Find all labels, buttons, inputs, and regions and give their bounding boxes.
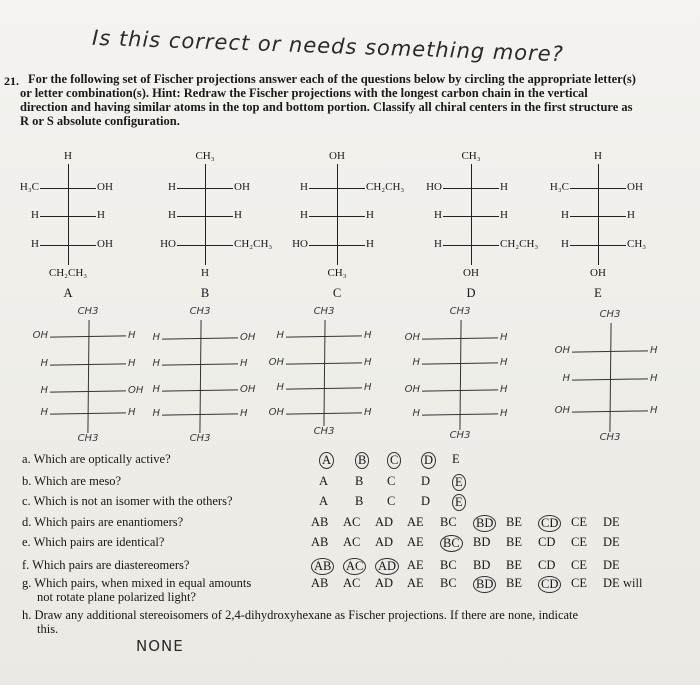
hand-left-group: OH (404, 332, 420, 343)
answer-option[interactable]: CD (538, 515, 561, 532)
top-group: CH₃ (195, 150, 215, 162)
bottom-group: H (201, 267, 209, 279)
left-group: H (31, 209, 39, 221)
right-group: CH₂CH₃ (500, 238, 539, 250)
hand-left-group: H (412, 357, 420, 368)
question-g-line-2: not rotate plane polarized light? (37, 590, 196, 604)
hand-right-group: H (500, 332, 508, 343)
fischer-horizontal-bond (570, 245, 626, 246)
answer-option[interactable]: CD (538, 535, 556, 549)
answer-option[interactable]: BC (440, 535, 463, 552)
answer-option[interactable]: CE (571, 576, 587, 590)
answer-option[interactable]: BE (506, 576, 522, 590)
question-b: b. Which are meso? (22, 474, 122, 488)
right-group: OH (97, 238, 113, 250)
fischer-vertical-bond (471, 164, 472, 265)
answer-option[interactable]: C (387, 494, 396, 508)
top-group: H (594, 150, 602, 162)
hand-left-group: H (40, 407, 48, 418)
hand-bottom-group: CH3 (599, 432, 621, 443)
structure-letter: B (200, 286, 210, 300)
fischer-horizontal-bond (570, 188, 626, 189)
right-group: H (500, 181, 508, 193)
right-group: OH (97, 181, 113, 193)
hand-left-group: OH (32, 330, 48, 341)
answer-option[interactable]: D (421, 452, 436, 469)
answer-option[interactable]: AE (407, 515, 424, 529)
right-group: H (97, 209, 105, 221)
answer-option[interactable]: AB (311, 535, 329, 549)
answer-option[interactable]: BC (440, 576, 457, 590)
hand-right-group: H (128, 358, 136, 369)
answer-option[interactable]: AB (311, 515, 329, 529)
right-group: H (627, 209, 635, 221)
answer-option[interactable]: BD (473, 535, 491, 549)
left-group: H (434, 209, 442, 221)
top-group: OH (329, 150, 345, 162)
fischer-horizontal-bond (443, 188, 499, 189)
hand-left-group: H (40, 385, 48, 396)
hand-vertical-bond (199, 320, 201, 433)
question-number: 21. (4, 74, 19, 88)
left-group: H (300, 181, 308, 193)
hand-right-group: H (500, 357, 508, 368)
left-group: H (561, 238, 569, 250)
answer-option[interactable]: B (355, 474, 364, 488)
hand-bottom-group: CH3 (77, 433, 99, 444)
answer-option[interactable]: A (319, 474, 329, 488)
left-group: H (168, 209, 176, 221)
answer-option[interactable]: BD (473, 558, 491, 572)
fischer-horizontal-bond (570, 216, 626, 217)
bottom-group: CH₂CH₃ (48, 267, 88, 279)
hand-right-group: H (500, 408, 508, 419)
fischer-horizontal-bond (177, 245, 233, 246)
fischer-horizontal-bond (40, 188, 96, 189)
hand-right-group: OH (240, 332, 256, 343)
answer-option[interactable]: CE (571, 515, 587, 529)
hand-right-group: H (128, 330, 136, 341)
answer-option[interactable]: AB (311, 558, 334, 575)
right-group: OH (627, 181, 643, 193)
question-a: a. Which are optically active? (22, 452, 171, 466)
answer-option[interactable]: DE (603, 558, 620, 572)
fischer-horizontal-bond (309, 188, 365, 189)
right-group: H (366, 238, 374, 250)
hand-vertical-bond (609, 323, 611, 432)
right-group: OH (234, 181, 250, 193)
answer-option[interactable]: DE (603, 515, 620, 529)
answer-option[interactable]: BC (440, 515, 457, 529)
hand-top-group: CH3 (189, 306, 211, 317)
answer-option[interactable]: AE (407, 576, 424, 590)
answer-option[interactable]: AC (343, 558, 366, 575)
answer-option[interactable]: B (355, 452, 369, 469)
answer-option[interactable]: B (355, 494, 364, 508)
answer-option[interactable]: A (319, 494, 329, 508)
answer-option[interactable]: C (387, 474, 396, 488)
bottom-group: OH (463, 267, 479, 279)
answer-option[interactable]: C (387, 452, 401, 469)
hand-left-group: H (412, 408, 420, 419)
hand-left-group: OH (268, 357, 284, 368)
answer-option[interactable]: AD (375, 535, 394, 549)
intro-line-1: For the following set of Fischer projections answer each of the questions below by circling the appropriate letter(s) (28, 72, 636, 86)
hand-bottom-group: CH3 (313, 426, 335, 437)
answer-option[interactable]: E (452, 452, 460, 466)
hand-top-group: CH3 (449, 306, 471, 317)
right-group: H (234, 209, 242, 221)
left-group: H₃C (19, 181, 39, 193)
answer-option[interactable]: D (421, 474, 431, 488)
hand-left-group: OH (554, 345, 570, 356)
left-group: H (434, 238, 442, 250)
hand-left-group: H (152, 358, 160, 369)
hand-right-group: H (364, 357, 372, 368)
fischer-horizontal-bond (443, 216, 499, 217)
fischer-horizontal-bond (309, 216, 365, 217)
bottom-group: CH₃ (327, 267, 347, 279)
question-h-line-2: this. (37, 622, 59, 636)
handwritten-note: Is this correct or needs something more? (91, 25, 565, 67)
answer-h-handwritten: NONE (136, 637, 184, 655)
fischer-vertical-bond (598, 164, 599, 265)
top-group: H (64, 150, 72, 162)
answer-option[interactable]: DE (603, 535, 620, 549)
fischer-horizontal-bond (177, 216, 233, 217)
fischer-horizontal-bond (40, 245, 96, 246)
right-group: CH₂CH₃ (366, 181, 405, 193)
answer-option[interactable]: CE (571, 558, 587, 572)
intro-line-4: R or S absolute configuration. (20, 114, 180, 128)
structure-letter: D (466, 286, 476, 300)
answer-option[interactable]: AE (407, 558, 424, 572)
answer-option[interactable]: AD (375, 558, 399, 575)
answer-option[interactable]: AB (311, 576, 329, 590)
hand-right-group: H (364, 330, 372, 341)
question-c: c. Which is not an isomer with the others? (22, 494, 233, 508)
top-group: CH₃ (461, 150, 481, 162)
answer-option[interactable]: CD (538, 576, 561, 593)
hand-left-group: H (152, 408, 160, 419)
hand-top-group: CH3 (599, 309, 621, 320)
answer-option[interactable]: AC (343, 576, 361, 590)
right-group: H (366, 209, 374, 221)
left-group: H (561, 209, 569, 221)
answer-option[interactable]: BC (440, 558, 457, 572)
answer-option[interactable]: CD (538, 558, 556, 572)
hand-right-group: H (364, 382, 372, 393)
answer-option[interactable]: BE (506, 558, 522, 572)
question-g: g. Which pairs, when mixed in equal amounts (22, 576, 252, 590)
answer-option[interactable]: AE (407, 535, 424, 549)
right-group: CH₂CH₃ (234, 238, 273, 250)
fischer-horizontal-bond (443, 245, 499, 246)
hand-left-group: H (276, 382, 284, 393)
hand-right-group: H (650, 405, 658, 416)
answer-option[interactable]: AD (375, 576, 394, 590)
left-group: HO (426, 181, 442, 193)
hand-right-group: OH (240, 384, 256, 395)
hand-right-group: OH (128, 385, 144, 396)
hand-right-group: H (128, 407, 136, 418)
hand-left-group: H (562, 373, 570, 384)
answer-option[interactable]: BD (473, 515, 496, 532)
fischer-vertical-bond (205, 164, 206, 265)
fischer-vertical-bond (337, 164, 338, 265)
answer-option[interactable]: A (319, 452, 334, 469)
hand-left-group: H (152, 384, 160, 395)
left-group: H₃C (549, 181, 569, 193)
hand-left-group: H (40, 358, 48, 369)
answer-option[interactable]: E (452, 474, 466, 491)
hand-left-group: OH (554, 405, 570, 416)
hand-right-group: H (240, 408, 248, 419)
intro-line-3: direction and having similar atoms in the top and bottom portion. Classify all chiral centers in the first structure as (20, 100, 633, 114)
question-h: h. Draw any additional stereoisomers of 2,4-dihydroxyhexane as Fischer projections. If there are none, indicate (22, 608, 579, 622)
hand-left-group: H (276, 330, 284, 341)
hand-top-group: CH3 (77, 306, 99, 317)
hand-right-group: H (364, 407, 372, 418)
answer-option[interactable]: DE (603, 576, 620, 590)
answer-option[interactable]: AC (343, 535, 361, 549)
right-group: H (500, 209, 508, 221)
answer-option[interactable]: E (452, 494, 466, 511)
hand-bottom-group: CH3 (189, 433, 211, 444)
left-group: H (168, 181, 176, 193)
hand-left-group: H (152, 332, 160, 343)
structure-letter: A (63, 286, 73, 300)
structure-letter: E (594, 286, 602, 300)
left-group: HO (160, 238, 176, 250)
answer-option[interactable]: BE (506, 535, 522, 549)
left-group: HO (292, 238, 308, 250)
hand-right-group: H (650, 373, 658, 384)
question-f: f. Which pairs are diastereomers? (22, 558, 190, 572)
question-e: e. Which pairs are identical? (22, 535, 165, 549)
fischer-horizontal-bond (40, 216, 96, 217)
left-group: H (31, 238, 39, 250)
answer-trailing-text: will (623, 576, 643, 590)
hand-right-group: H (500, 384, 508, 395)
bottom-group: OH (590, 267, 606, 279)
answer-option[interactable]: D (421, 494, 431, 508)
hand-right-group: H (240, 358, 248, 369)
answer-option[interactable]: CE (571, 535, 587, 549)
left-group: H (300, 209, 308, 221)
hand-left-group: OH (404, 384, 420, 395)
fischer-horizontal-bond (309, 245, 365, 246)
answer-option[interactable]: AD (375, 515, 394, 529)
hand-right-group: H (650, 345, 658, 356)
answer-option[interactable]: BE (506, 515, 522, 529)
intro-line-2: or letter combination(s). Hint: Redraw the Fischer projections with the longest carbon chain in the vertical (20, 86, 588, 100)
question-d: d. Which pairs are enantiomers? (22, 515, 184, 529)
fischer-vertical-bond (68, 164, 69, 265)
right-group: CH₃ (627, 238, 647, 250)
fischer-horizontal-bond (177, 188, 233, 189)
answer-option[interactable]: BD (473, 576, 496, 593)
answer-option[interactable]: AC (343, 515, 361, 529)
hand-top-group: CH3 (313, 306, 335, 317)
structure-letter: C (332, 286, 342, 300)
hand-left-group: OH (268, 407, 284, 418)
hand-bottom-group: CH3 (449, 430, 471, 441)
